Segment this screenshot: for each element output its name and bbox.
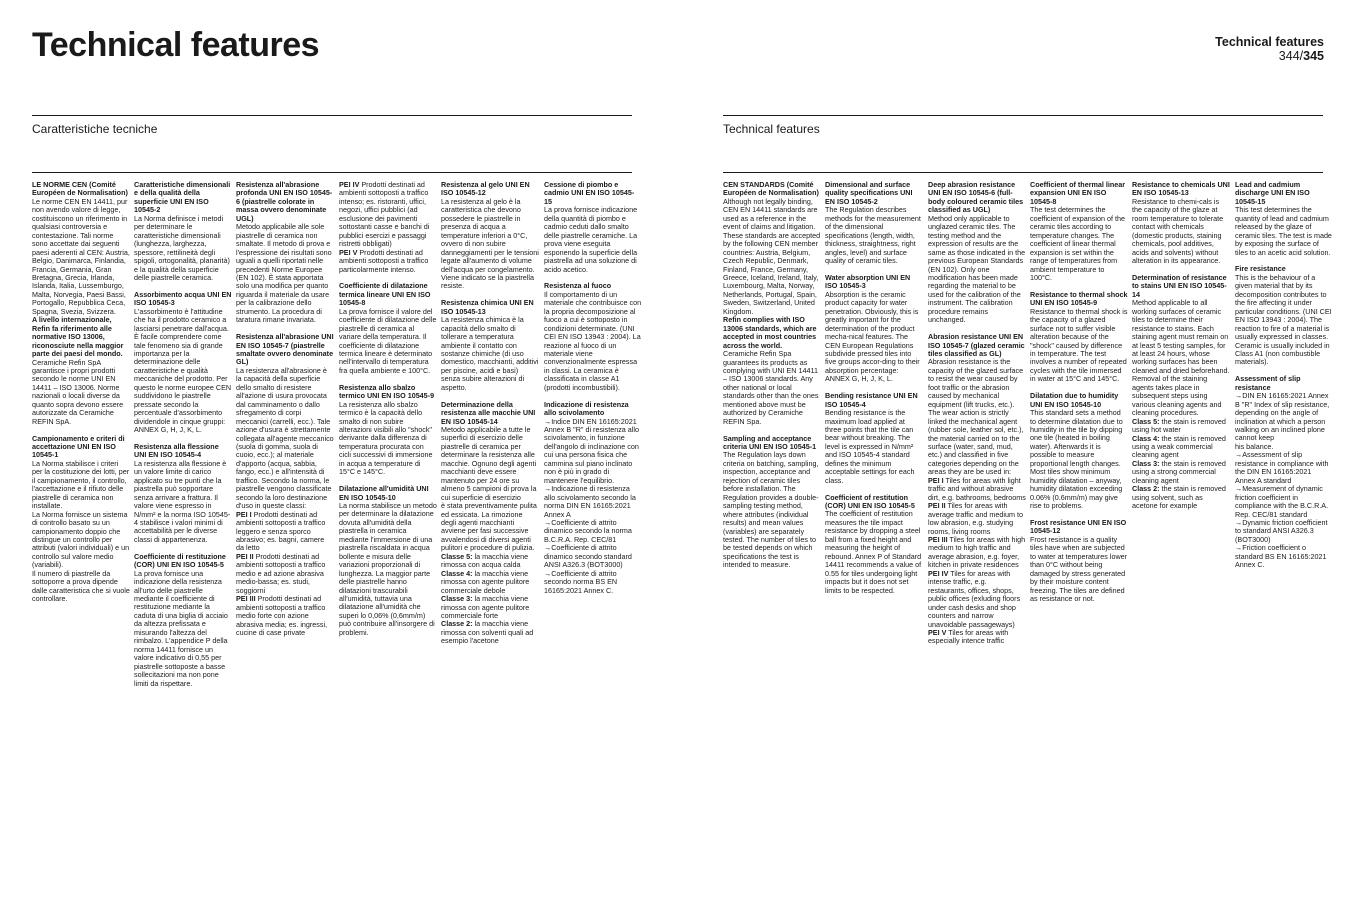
page-number-current: 344/	[1278, 49, 1304, 63]
left-column-4: PEI IV Prodotti destinati ad ambienti sottoposti a traffico intenso; es. ristoranti, uffici, negozi, uffici pubblici (ad esclusione dei pavimenti sottostanti casse e banchi di pubblici esercizi e passaggi ristretti obbligati) PEI V Prodotti destinati ad ambienti sottoposti a traffico particolarmente intenso. Coefficiente di dilatazione termica lineare UNI EN ISO 10545-8 La prova fornisce il valore del coefficiente di dilatazione delle piastrelle di ceramica al variare della temperatura. Il coefficiente di dilatazione termica lineare è determinato nell'intervallo di temperatura fra quella ambiente e 100°C. Resistenza allo sbalzo termico UNI EN ISO 10545-9 La resistenza allo sbalzo termico è la capacità dello smalto di non subire alterazioni visibili allo "shock" derivante dalla differenza di temperatura procurata con cicli successivi di immersione in acqua a temperature di 15°C e 145°C. Dilatazione all'umidità UNI EN ISO 10545-10 La norma stabilisce un metodo per determinare la dilatazione dovuta all'umidità della piastrella in ceramica mediante l'immersione di una piastrella riscaldata in acqua bollente e misura delle variazioni proporzionali di lunghezza. La maggior parte delle piastrelle hanno dilatazioni trascurabili all'umidità, tuttavia una dilatazione all'umidità che superi lo 0,06% (0,6mm/m) può contribuire all'insorgere di problemi.	[339, 180, 437, 637]
left-column-1: LE NORME CEN (Comité Européen de Normalisation) Le norme CEN EN 14411, pur non avendo valore di legge, costituiscono un riferimento in qualsiasi controversia e contestazione. Tali norme sono accettate dai seguenti paesi aderenti al CEN: Austria, Belgio, Danimarca, Finlandia, Francia, Germania, Gran Bretagna, Grecia, Irlanda, Islanda, Italia, Lussemburgo, Malta, Norvegia, Paesi Bassi, Portogallo, Repubblica Ceca, Spagna, Svezia, Svizzera. A livello internazionale, Refin fa riferimento alle normative ISO 13006, riconosciute nella maggior parte dei paesi del mondo. Ceramiche Refin SpA garantisce i propri prodotti secondo le norme UNI EN 14411 – ISO 13006. Norme nazionali o locali diverse da quanto sopra devono essere autorizzate da Ceramiche REFIN SpA. Campionamento e criteri di accettazione UNI EN ISO 10545-1 La Norma stabilisce i criteri per la costituzione dei lotti, per il campionamento, il controllo, l'accettazione e il rifiuto delle piastrelle di ceramica non installate. La Norma fornisce un sistema di controllo basato su un campionamento doppio che distingue un controllo per attributi (valori individuali) e un controllo sul valore medio (variabili). Il numero di piastrelle da sottoporre a prova dipende dalle caratteristica che si vuole controllare.	[32, 180, 130, 604]
left-column-2: Caratteristiche dimensionali e della qualità della superficie UNI EN ISO 10545-2 La Norma definisce i metodi per determinare le caratteristiche dimensionali (lunghezza, larghezza, spessore, rettilineità degli spigoli, ortogonalità, planarità) e la qualità della superficie delle piastrelle ceramica. Assorbimento acqua UNI EN ISO 10545-3 L'assorbimento è l'attitudine che ha il prodotto ceramico a lasciarsi penetrare dall'acqua. È facile comprendere come tale fenomeno sia di grande importanza per la determinazione delle caratteristiche e qualità meccaniche del prodotto. Per questo le norme europee CEN suddividono le piastrelle pressate secondo la percentuale d'assorbimento dividendole in cinque gruppi: ANNEX G, H, J, K, L. Resistenza alla flessione UNI EN ISO 10545-4 La resistenza alla flessione è un valore limite di carico applicato su tre punti che la piastrella può sopportare senza arrivare a frattura. Il valore viene espresso in N/mm² e la norma ISO 10545-4 stabilisce i valori minimi di accettabilità per le diverse classi di appartenenza. Coefficiente di restituzione (COR) UNI EN ISO 10545-5 La prova fornisce una indicazione della resistenza all'urto delle piastrelle mediante il coefficiente di restituzione mediante la caduta di una biglia di acciaio da altezza prefissata e misurando l'altezza del rimbalzo. L'appendice P della norma 14411 fornisce un valore indicativo di 0,55 per piastrelle sottoposte a basse sollecitazioni ma non pone limiti da rispettare.	[134, 180, 232, 688]
left-column-6: Cessione di piombo e cadmio UNI EN ISO 10545-15 La prova fornisce indicazione della quantità di piombo e cadmio ceduti dallo smalto delle piastrelle ceramiche. La prova viene eseguita esponendo la superficie della piastrella ad una soluzione di acido acetico. Resistenza al fuoco Il comportamento di un materiale che contribuisce con la propria decomposizione al fuoco a cui è sottoposto in condizioni determinate. (UNI CEI EN ISO 13943 : 2004). La reazione al fuoco di un materiale viene convenzionalmente espressa in classi. La ceramica è classificata in classe A1 (prodotti incombustibili). Indicazione di resistenza allo scivolamento →Indice DIN EN 16165:2021 Annex B "R" di resistenza allo scivolamento, in funzione dell'angolo di inclinazione con cui una persona fisica che cammina sul piano inclinato non è più in grado di mantenere l'equilibrio. →Indicazione di resistenza allo scivolamento secondo la norma DIN EN 16165:2021 Annex A →Coefficiente di attrito dinamico secondo la norma B.C.R.A. Rep. CEC/81 →Coefficiente di attrito dinamico secondo standard ANSI A326.3 (BOT3000) →Coefficiente di attrito secondo norma BS EN 16165:2021 Annex C.	[544, 180, 642, 595]
page-number	[1279, 49, 1324, 63]
right-column-3: Deep abrasion resistance UNI EN ISO 10545-6 (full-body coloured ceramic tiles classified as UGL) Method only applicable to unglazed ceramic tiles. The testing method and the expression of results are the same as those indicated in the previous European Standards (EN 102). Only one modification has been made regarding the material to be used for the calibration of the instrument. The calibration procedure remains unchanged. Abrasion resistance UNI EN ISO 10545-7 (glazed ceramic tiles classified as GL) Abrasion resistance is the capacity of the glazed surface to resist the wear caused by foot traffic or the abrasion caused by mechanical equipment (lift trucks, etc.). The wear action is strictly linked the mechanical agent (rubber sole, leather sol, etc.), the material carried on to the surface (water, sand, mud, etc.) and classified in five categories depending on the areas they are be used in: PEI I Tiles for areas with light traffic and without abrasive dirt, e.g. bathrooms, bedrooms PEI II Tiles for areas with average traffic and medium to low abrasion, e.g. studying rooms, living rooms PEI III Tiles for areas with high medium to high traffic and average abrasion, e.g. foyer, kitchen in private residences PEI IV Tiles for areas with intense traffic, e.g. restaurants, offices, shops, public offices (exluding floors under cash desks and shop counters and narrow unavoidable passageways) PEI V Tiles for areas with especially intence traffic	[928, 180, 1026, 646]
running-header-title: Technical features	[1215, 35, 1324, 49]
left-column-3: Resistenza all'abrasione profonda UNI EN ISO 10545-6 (piastrelle colorate in massa ovvero denominate UGL) Metodo applicabile alle sole piastrelle di ceramica non smaltate. Il metodo di prova e l'espressione dei risultati sono uguali a quelli riportati nelle precedenti Norme Europee (EN 102). È stata apportata solo una modifica per quanto riguarda il materiale da usare per la calibrazione dello strumento. La procedura di taratura rimane invariata. Resistenza all'abrasione UNI EN ISO 10545-7 (piastrelle smaltate ovvero denominate GL) La resistenza all'abrasione è la capacità della superficie dello smalto di resistere all'azione di usura provocata dal camminamento o dallo sfregamento di corpi meccanici (carrelli, ecc.). Tale azione d'usura è strettamente collegata all'agente meccanico (suola di gomma, suola di cuoio, ecc.); al materiale d'apporto (acqua, sabbia, fango, ecc.) e all'intensità di traffico. Secondo la norma, le piastrelle vengono classificate secondo la loro destinazione d'uso in queste classi: PEI I Prodotti destinati ad ambienti sottoposti a traffico leggero e senza sporco abrasivo; es. bagni, camere da letto PEI II Prodotti destinati ad ambienti sottoposti a traffico medio e ad azione abrasiva medio-bassa; es. studi, soggiorni PEI III Prodotti destinati ad ambienti sottoposti a traffico medio forte con azione abrasiva media; es. ingressi, cucine di case private	[236, 180, 334, 637]
left-column-5: Resistenza al gelo UNI EN ISO 10545-12 La resistenza al gelo è la caratteristica che devono possedere le piastrelle in presenza di acqua a temperature inferiori a 0°C, ovvero di non subire danneggiamenti per le tensioni legate all'aumento di volume dell'acqua per congelamento. Viene indicato se la piastrella resiste. Resistenza chimica UNI EN ISO 10545-13 La resistenza chimica è la capacità dello smalto di tollerare a temperatura ambiente il contatto con sostanze chimiche (di uso domestico, macchianti, additivi per piscine, acidi e basi) senza subire alterazioni di aspetto. Determinazione della resistenza alle macchie UNI EN ISO 10545-14 Metodo applicabile a tutte le superfici di esercizio delle piastrelle di ceramica per determinare la resistenza alle macchie. Ognuno degli agenti macchianti deve essere mantenuto per 24 ore su almeno 5 campioni di prova la cui superficie di esercizio è stata preventivamente pulita ed essicata. La rimozione degli agenti macchianti avviene per fasi successive avvalendosi di diversi agenti pulitori e procedure di pulizia. Classe 5: la macchia viene rimossa con acqua calda Classe 4: la macchia viene rimossa con agente pulitore commerciale debole Classe 3: la macchia viene rimossa con agente pulitore commerciale forte Classe 2: la macchia viene rimossa con solventi quali ad esempio l'acetone	[441, 180, 539, 646]
running-header	[1215, 35, 1324, 63]
left-section-heading: Caratteristiche tecniche	[32, 122, 158, 136]
page-number-last: 345	[1303, 49, 1324, 63]
right-column-5: Resistance to chemicals UNI EN ISO 10545-13 Resistance to chemi-cals is the capacity of the glaze at room temperature to tolerate contact with chemicals (domestic products, staining chemicals, pool additives, acids and solvents) without alteration in its appearance. Determination of resistance to stains UNI EN ISO 10545-14 Method applicable to all working surfaces of ceramic tiles to determine their resistance to stains. Each staining agent must remain on at least 5 testing samples, for at least 24 hours, whose working surfaces has been cleaned and dried beforehand. Removal of the staining agents takes place in subsequent steps using various cleaning agents and cleaning procedures. Class 5: the stain is removed using hot water Class 4: the stain is removed using a weak commercial cleaning agent Class 3: the stain is removed using a strong commercial cleaning agent Class 2: the stain is removed using solvent, such as acetone for example	[1132, 180, 1230, 511]
right-column-6: Lead and cadmium discharge UNI EN ISO 10545-15 This test determines the quantity of lead and cadmium released by the glaze of ceramic tiles. The test is made by exposing the surface of tiles to an acetic acid solution. Fire resistance This is the behaviour of a given material that by its decomposition contributes to the fire affecting it under particular conditions. (UNI CEI EN ISO 13943 : 2004). The reaction to fire of a material is usually expressed in classes. Ceramic is usually included in Class A1 (non combustible materials). Assessment of slip resistance →DIN EN 16165:2021 Annex B "R" Index of slip resistance, depending on the angle of inclination at which a person walking on an inclined plone cannot keep his balance. →Assessment of slip resistance in compliance with the DIN EN 16165:2021 Annex A standard →Measurement of dynamic friction coefficient in compliance with the B.C.R.A. Rep. CEC/81 standard →Dynamic friction coefficient to standard ANSI A326.3 (BOT3000) →Friction coefficient o standard BS EN 16165:2021 Annex C.	[1235, 180, 1332, 570]
right-section-heading: Technical features	[723, 122, 820, 136]
page-title: Technical features	[32, 26, 320, 64]
right-column-2: Dimensional and surface quality specifications UNI EN ISO 10545-2 The Regulation describes methods for the measurement of the dimensional specifications (length, width, thickness, straightness, right angles, level) and surface quality of ceramic tiles. Water absorption UNI EN ISO 10545-3 Absorption is the ceramic product capacity for water penetration. Obviously, this is greatly important for the determination of the product mecha-nical features. The CEN European Regulations subdivide pressed tiles into five groups accor-ding to their absorption percentage: ANNEX G, H, J, K, L. Bending resistance UNI EN ISO 10545-4 Bending resistance is the maximum load applied at three points that the tile can bear without breaking. The level is expressed in N/mm² and ISO 10545-4 standard defines the minimum acceptable settings for each class. Coefficient of restitution (COR) UNI EN ISO 10545-5 The coefficient of restitution measures the tile impact resistance by dropping a steel ball from a fixed height and measuring the height of rebound. Annex P of Standard 14411 recommends a value of 0.55 for tiles undergoing light impacts but it does not set limits to be respected.	[825, 180, 922, 595]
left-columns-rule	[32, 172, 632, 173]
left-section-rule	[32, 115, 632, 116]
right-column-4: Coefficient of thermal linear expansion UNI EN ISO 10545-8 The test determines the coefficient of expansion of the ceramic tiles according to temperature changes. The coefficient of linear thermal expansion is set within the range of temperatures from ambient temperature to 100°C. Resistance to thermal shock UNI EN ISO 10545-9 Resistance to thermal shock is the capacity of a glazed surface not to suffer visible alteration because of the "shock" caused by difference in temperature. The test involves a number of repeated cycles with the tile immersed in water at 15°C and 145°C. Dilatation due to humidity UNI EN ISO 10545-10 This standard sets a method to determine dilatation due to humidity in the tile by dipping one tile (heated in boiling water). Afterwards it is possible to measure proportional length changes. Most tiles show minimum humidity dilatation – anyway, humidity dilatation exceeding 0.06% (0.6mm/m) may give rise to problems. Frost resistance UNI EN ISO 10545-12 Frost resistance is a quality tiles have when are subjected to water at temperatures lower than 0°C without being damaged by stress generated by their moisture content freezing. The tiles are defined as resistance or not.	[1030, 180, 1128, 604]
right-column-1: CEN STANDARDS (Comité Européen de Normalisation) Although not legally binding, CEN EN 14411 standards are used as a reference in the event of claims and litigation. These standards are accepted by the following CEN member countries: Austria, Belgium, Czech Republic, Denmark, Finland, France, Germany, Greece, Iceland, Ireland, Italy, Luxembourg, Malta, Norway, Netherlands, Portugal, Spain, Sweden, Switzerland, United Kingdom. Refin complies with ISO 13006 standards, which are accepted in most countries across the world. Ceramiche Refin Spa guarantees its products as complying with UNI EN 14411 – ISO 13006 standards. Any other national or local standards other than the ones mentioned above must be authorized by Ceramiche REFIN Spa. Sampling and acceptance criteria UNI EN ISO 10545-1 The Regulation lays down criteria on batching, sampling, inspection, acceptance and rejection of ceramic tiles before installation. The Regulation provides a double-sampling testing method, where attributes (individual results) and mean values (variables) are separately tested. The number of tiles to be tested depends on which specifications the test is intended to measure.	[723, 180, 821, 570]
right-columns-rule	[723, 172, 1323, 173]
right-section-rule	[723, 115, 1323, 116]
